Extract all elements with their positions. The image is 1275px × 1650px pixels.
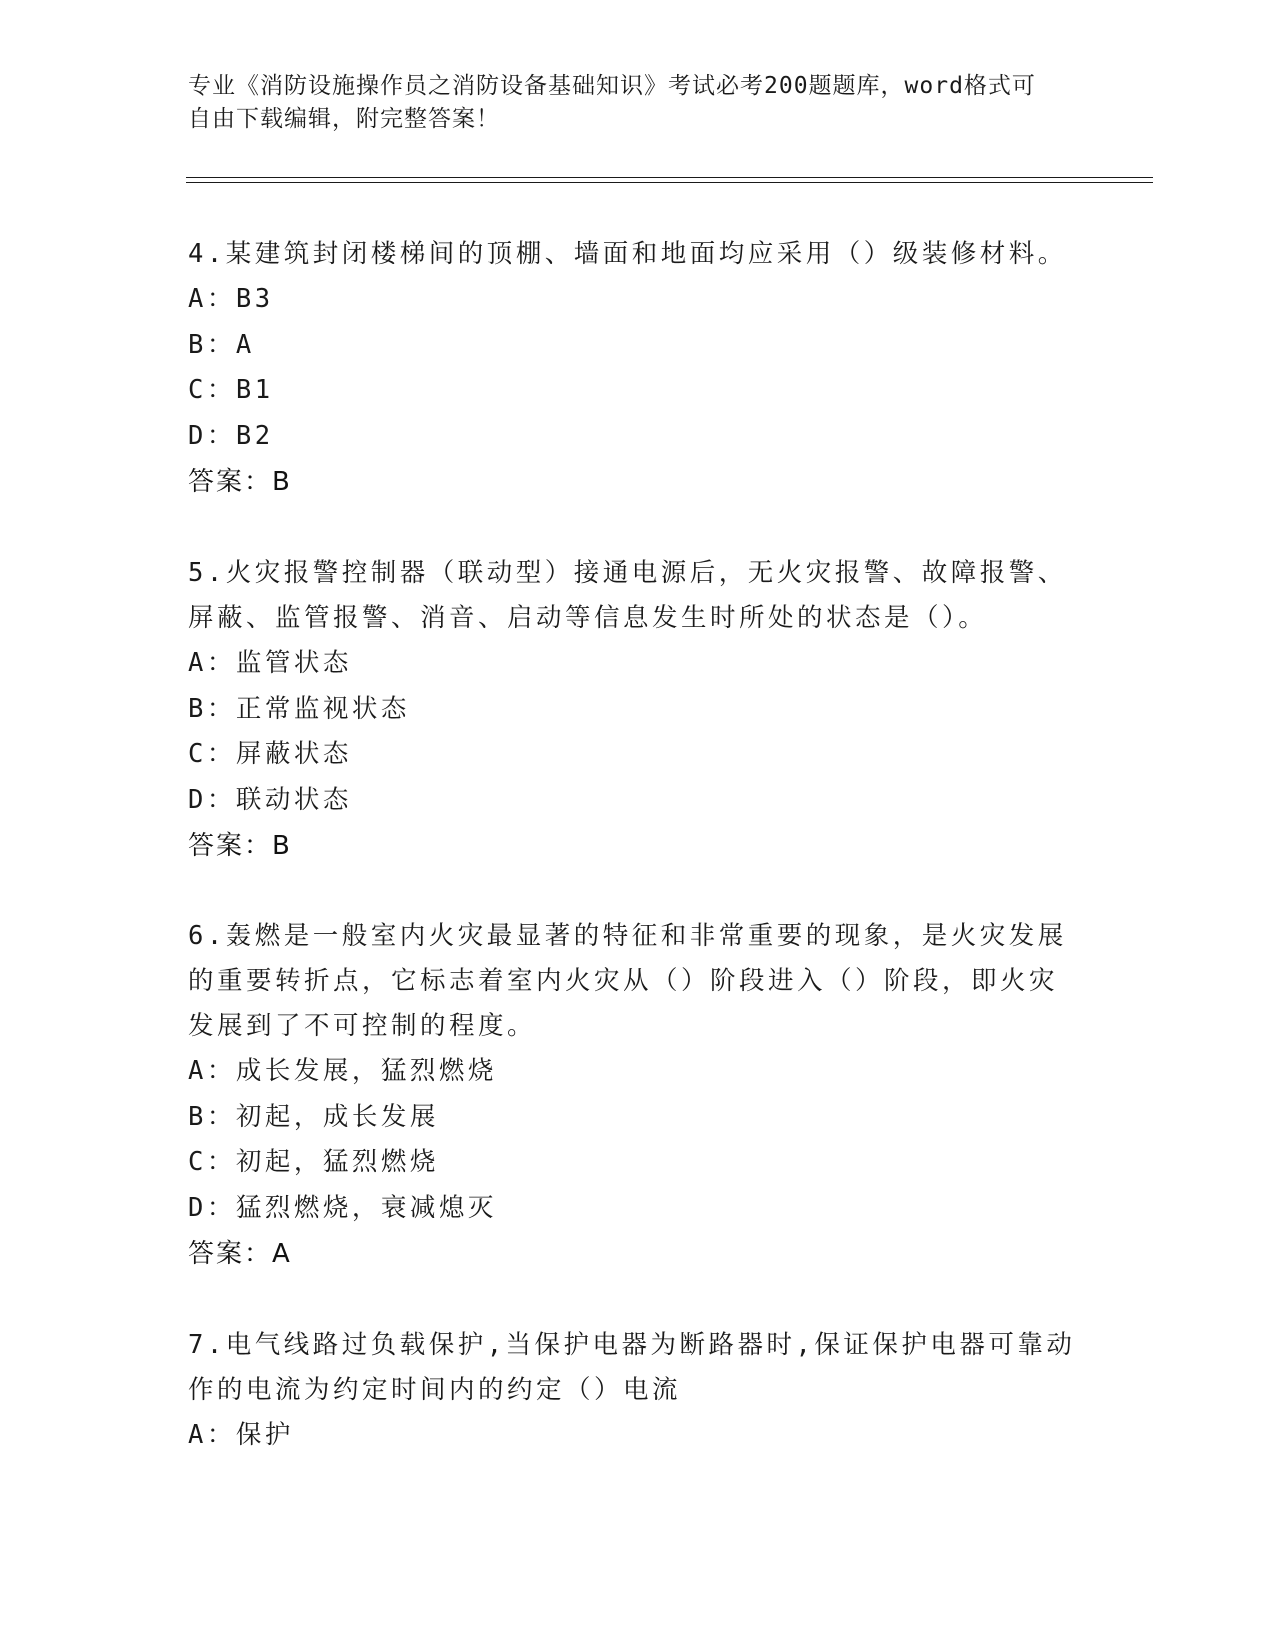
question-line: 7.电气线路过负载保护,当保护电器为断路器时,保证保护电器可靠动 — [188, 1330, 1076, 1360]
header-divider-bottom — [186, 182, 1153, 183]
option-a: A：B3 — [188, 284, 274, 314]
option-c: C：B1 — [188, 375, 274, 405]
header-line-2: 自由下载编辑，附完整答案！ — [188, 106, 500, 132]
option-d: D：B2 — [188, 420, 274, 451]
question-5 — [188, 551, 1068, 869]
question-text — [188, 551, 1068, 641]
question-text — [188, 1323, 1076, 1413]
question-6 — [188, 914, 1068, 1277]
question-4 — [188, 232, 1068, 505]
question-line: 的重要转折点，它标志着室内火灾从（）阶段进入（）阶段，即火灾 — [188, 966, 1059, 996]
header-divider-top — [186, 177, 1153, 178]
document-header — [188, 70, 1068, 136]
question-line: 6.轰燃是一般室内火灾最显著的特征和非常重要的现象，是火灾发展 — [188, 921, 1067, 951]
option-a: A：成长发展，猛烈燃烧 — [188, 1056, 497, 1086]
question-text — [188, 914, 1068, 1049]
option-a: A：保护 — [188, 1420, 294, 1450]
option-c: C：屏蔽状态 — [188, 739, 352, 769]
question-line: 作的电流为约定时间内的约定（）电流 — [188, 1375, 682, 1405]
option-d: D：猛烈燃烧，衰减熄灭 — [188, 1192, 497, 1223]
option-d: D：联动状态 — [188, 784, 352, 815]
answer: 答案：B — [188, 831, 292, 861]
question-7 — [188, 1323, 1076, 1459]
answer: 答案：A — [188, 1239, 292, 1269]
question-line: 5.火灾报警控制器（联动型）接通电源后，无火灾报警、故障报警、 — [188, 558, 1067, 588]
question-line: 4.某建筑封闭楼梯间的顶棚、墙面和地面均应采用（）级装修材料。 — [188, 239, 1067, 269]
question-line: 发展到了不可控制的程度。 — [188, 1011, 537, 1041]
header-line-1: 专业《消防设施操作员之消防设备基础知识》考试必考200题题库，word格式可 — [188, 73, 1036, 99]
option-b: B：初起，成长发展 — [188, 1101, 439, 1132]
question-line: 屏蔽、监管报警、消音、启动等信息发生时所处的状态是（）。 — [188, 603, 988, 633]
option-b: B：A — [188, 329, 255, 360]
answer: 答案：B — [188, 467, 292, 497]
option-b: B：正常监视状态 — [188, 693, 410, 724]
option-a: A：监管状态 — [188, 648, 352, 678]
option-c: C：初起，猛烈燃烧 — [188, 1147, 439, 1177]
question-text — [188, 232, 1068, 277]
